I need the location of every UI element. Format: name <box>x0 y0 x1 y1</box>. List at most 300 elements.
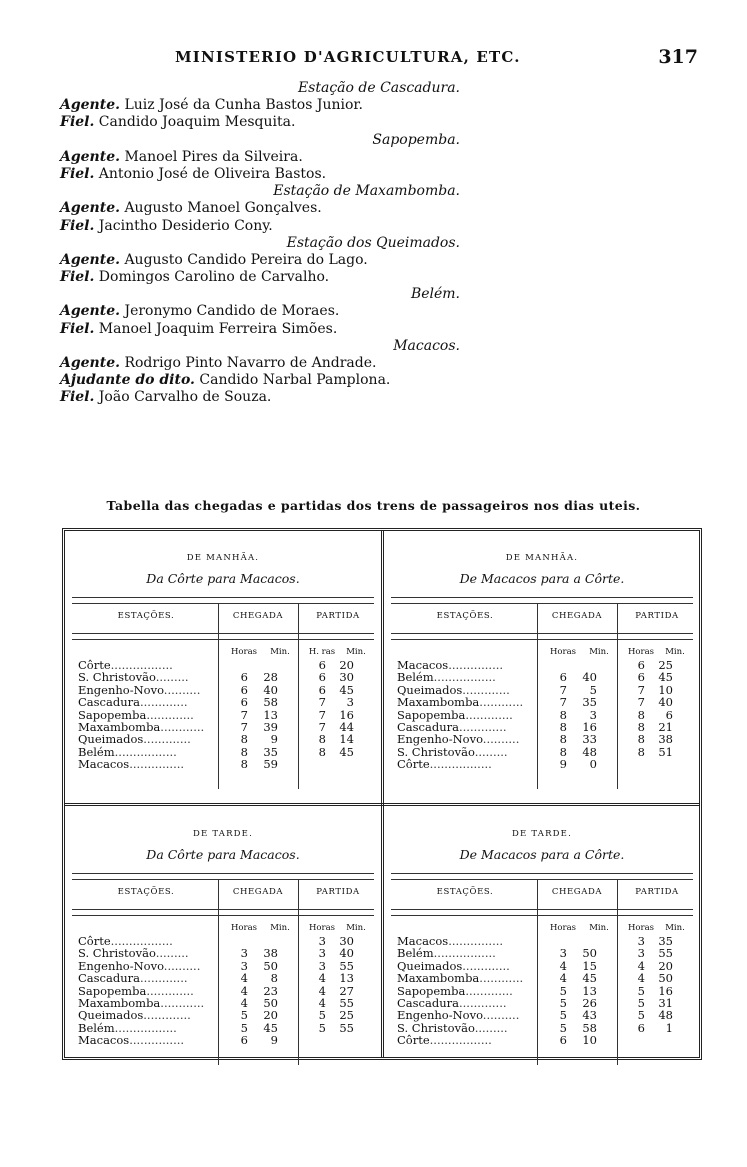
time-cell: 40 <box>263 682 278 697</box>
table-row <box>387 1034 697 1046</box>
leader-dots: ................. <box>433 946 496 961</box>
leader-dots: ............. <box>143 732 191 747</box>
rule <box>72 639 374 640</box>
leader-dots: ............. <box>462 958 510 973</box>
staff-role: Ajudante do dito. <box>60 372 195 389</box>
leader-dots: ............... <box>129 1033 185 1048</box>
station-label: Côrte <box>397 757 430 772</box>
time-cell: 8 <box>240 744 248 759</box>
station-name <box>78 758 184 770</box>
time-cell: 3 <box>637 946 645 961</box>
time-cell: 7 <box>240 719 248 734</box>
time-cell: 7 <box>559 682 567 697</box>
arrival-header: CHEGADA <box>232 611 284 621</box>
table-vertical-divider <box>381 531 384 1057</box>
time-cell: 6 <box>637 1020 645 1035</box>
arrival-minutes-subheader: Min. <box>270 647 290 657</box>
time-cell: 3 <box>240 946 248 961</box>
time-cell: 6 <box>318 670 326 685</box>
leader-dots: ............. <box>465 707 513 722</box>
time-cell: 5 <box>637 983 645 998</box>
time-cell: 8 <box>637 707 645 722</box>
time-cell: 13 <box>582 983 597 998</box>
station-label: Belém <box>78 1020 115 1035</box>
time-cell: 7 <box>637 695 645 710</box>
leader-dots: ......... <box>474 1020 508 1035</box>
time-cell: 25 <box>339 1008 354 1023</box>
staff-name: Jeronymo Candido de Moraes. <box>120 303 340 320</box>
table-caption: Tabella das chegadas e partidas dos trens de passageiros nos dias uteis. <box>106 498 641 513</box>
departure-header: PARTIDA <box>316 611 360 621</box>
staff-name: Rodrigo Pinto Navarro de Andrade. <box>120 355 377 371</box>
leader-dots: ............... <box>448 658 504 672</box>
rule <box>391 597 693 598</box>
time-cell: 5 <box>318 1020 326 1035</box>
station-label: Macacos <box>78 1033 130 1048</box>
station-label: Maxambomba <box>78 719 161 734</box>
time-cell: 55 <box>339 958 354 973</box>
leader-dots: .......... <box>163 958 201 973</box>
time-cell: 5 <box>637 1008 645 1023</box>
station-label: Queimados <box>397 682 463 697</box>
panel-subtitle: De Macacos para a Côrte. <box>459 571 625 586</box>
station-heading: Belém. <box>410 286 460 303</box>
time-cell: 3 <box>318 946 326 961</box>
time-cell: 23 <box>263 983 278 998</box>
arrival-minutes-subheader: Min. <box>589 647 609 657</box>
time-cell: 5 <box>559 995 567 1010</box>
staff-list <box>60 80 480 407</box>
time-cell: 58 <box>582 1020 597 1035</box>
time-cell: 55 <box>658 946 673 961</box>
time-cell: 6 <box>637 658 645 672</box>
arrival-header: CHEGADA <box>551 611 603 621</box>
time-cell: 6 <box>240 1033 248 1048</box>
arrival-minutes-subheader: Min. <box>589 923 609 933</box>
leader-dots: ................. <box>429 1033 492 1048</box>
staff-role: Agente. <box>60 97 120 114</box>
departure-hours-subheader: H. ras <box>308 647 336 657</box>
time-cell: 44 <box>339 719 354 734</box>
departure-minutes-subheader: Min. <box>346 647 366 657</box>
time-cell: 16 <box>582 719 597 734</box>
station-label: Côrte <box>78 658 111 672</box>
time-cell: 14 <box>339 732 354 747</box>
time-cell: 8 <box>240 757 248 772</box>
time-cell: 20 <box>339 658 354 672</box>
staff-entry <box>60 269 480 286</box>
rule <box>72 879 374 880</box>
time-cell: 5 <box>559 1008 567 1023</box>
time-cell: 8 <box>559 732 567 747</box>
time-cell: 35 <box>263 744 278 759</box>
station-heading: Macacos. <box>393 337 460 354</box>
rule <box>391 909 693 910</box>
staff-name: Luiz José da Cunha Bastos Junior. <box>120 97 364 114</box>
time-cell: 20 <box>658 958 673 973</box>
station-label: Engenho-Novo <box>397 732 483 747</box>
rule <box>391 873 693 874</box>
leader-dots: ............. <box>458 719 507 734</box>
station-label: Cascadura <box>397 719 459 734</box>
leader-dots: ................. <box>110 934 173 948</box>
leader-dots: .......... <box>163 682 201 697</box>
time-cell: 6 <box>240 695 248 710</box>
leader-dots: ......... <box>155 670 189 685</box>
time-cell: 27 <box>339 983 354 998</box>
rule <box>391 633 693 634</box>
time-cell: 8 <box>637 719 645 734</box>
time-cell: 4 <box>637 971 645 986</box>
time-cell: 7 <box>637 682 645 697</box>
leader-dots: .......... <box>482 732 520 747</box>
time-cell: 59 <box>263 757 278 772</box>
arrival-hours-subheader: Horas <box>549 923 577 933</box>
rule <box>72 597 374 598</box>
station-label: Belém <box>397 670 434 685</box>
time-cell: 50 <box>582 946 597 961</box>
rule <box>391 603 693 604</box>
time-cell: 7 <box>240 707 248 722</box>
schedule-rows <box>68 659 378 771</box>
station-label: Maxambomba <box>78 995 161 1010</box>
schedule-rows <box>387 935 697 1047</box>
station-label: Queimados <box>397 958 463 973</box>
leader-dots: ............. <box>146 707 194 722</box>
leader-dots: ............. <box>465 983 513 998</box>
leader-dots: ............. <box>458 995 507 1010</box>
time-cell: 8 <box>240 732 248 747</box>
station-label: Cascadura <box>78 971 140 986</box>
time-cell: 30 <box>339 670 354 685</box>
leader-dots: ............. <box>139 971 188 986</box>
station-heading: Estação de Cascadura. <box>297 80 460 96</box>
time-cell: 39 <box>263 719 278 734</box>
staff-entry <box>60 149 480 166</box>
table-row <box>68 1034 378 1046</box>
time-cell: 13 <box>263 707 278 722</box>
time-cell: 9 <box>559 757 567 772</box>
time-cell: 8 <box>559 744 567 759</box>
rule <box>72 633 374 634</box>
staff-role: Fiel. <box>60 320 95 337</box>
leader-dots: ............ <box>479 971 524 986</box>
time-cell: 5 <box>240 1008 248 1023</box>
rule <box>72 909 374 910</box>
arrival-hours-subheader: Horas <box>230 647 258 657</box>
time-cell: 4 <box>240 995 248 1010</box>
staff-name: Candido Narbal Pamplona. <box>194 372 391 389</box>
time-cell: 3 <box>559 946 567 961</box>
departure-hours-subheader: Horas <box>627 647 655 657</box>
staff-name: Jacintho Desiderio Cony. <box>94 217 273 234</box>
staff-entry <box>60 303 480 320</box>
station-label: Macacos <box>78 757 130 772</box>
time-cell: 7 <box>559 695 567 710</box>
staff-entry <box>60 166 480 183</box>
panel-title: DE TARDE. <box>512 829 572 839</box>
time-cell: 48 <box>658 1008 673 1023</box>
staff-entry <box>60 97 480 114</box>
rule <box>391 639 693 640</box>
station-label: Queimados <box>78 732 144 747</box>
leader-dots: ................. <box>429 757 492 772</box>
time-cell: 3 <box>318 958 326 973</box>
staff-role: Fiel. <box>60 165 95 182</box>
leader-dots: ............ <box>160 995 205 1010</box>
station-label: Sapopemba <box>397 707 466 722</box>
time-cell: 33 <box>582 732 597 747</box>
leader-dots: ............. <box>146 983 194 998</box>
station-label: Cascadura <box>397 995 459 1010</box>
leader-dots: ......... <box>155 946 189 961</box>
staff-entry <box>60 355 480 372</box>
arrival-hours-subheader: Horas <box>549 647 577 657</box>
schedule-rows <box>387 659 697 771</box>
leader-dots: .......... <box>482 1008 520 1023</box>
staff-role: Fiel. <box>60 217 95 234</box>
time-cell: 13 <box>339 971 354 986</box>
time-cell: 3 <box>240 958 248 973</box>
leader-dots: ................. <box>433 670 496 685</box>
station-label: Côrte <box>78 934 111 948</box>
time-cell: 6 <box>665 707 673 722</box>
staff-role: Fiel. <box>60 389 95 406</box>
time-cell: 28 <box>263 670 278 685</box>
departure-header: PARTIDA <box>635 887 679 897</box>
station-label: Côrte <box>397 1033 430 1048</box>
time-cell: 4 <box>240 983 248 998</box>
leader-dots: ................. <box>114 1020 177 1035</box>
staff-role: Agente. <box>60 303 120 320</box>
schedule-panel <box>387 531 697 791</box>
panel-title: DE TARDE. <box>193 829 253 839</box>
time-cell: 5 <box>318 1008 326 1023</box>
time-cell: 21 <box>658 719 673 734</box>
station-name <box>397 1034 492 1046</box>
time-cell: 4 <box>559 958 567 973</box>
time-cell: 3 <box>318 934 326 948</box>
time-cell: 40 <box>658 695 673 710</box>
time-cell: 5 <box>240 1020 248 1035</box>
station-label: Engenho-Novo <box>397 1008 483 1023</box>
time-cell: 3 <box>637 934 645 948</box>
arrival-minutes-subheader: Min. <box>270 923 290 933</box>
time-cell: 30 <box>339 934 354 948</box>
time-cell: 9 <box>270 732 278 747</box>
departure-header: PARTIDA <box>635 611 679 621</box>
staff-entry <box>60 200 480 217</box>
departure-minutes-subheader: Min. <box>665 923 685 933</box>
station-label: S. Christovão <box>78 670 156 685</box>
time-cell: 8 <box>637 732 645 747</box>
time-cell: 45 <box>263 1020 278 1035</box>
station-label: Queimados <box>78 1008 144 1023</box>
page-header <box>60 48 710 70</box>
staff-role: Agente. <box>60 148 120 165</box>
leader-dots: ............... <box>129 757 185 772</box>
staff-name: Candido Joaquim Mesquita. <box>94 114 296 131</box>
time-cell: 16 <box>658 983 673 998</box>
time-cell: 4 <box>240 971 248 986</box>
time-cell: 4 <box>637 958 645 973</box>
time-cell: 38 <box>263 946 278 961</box>
station-heading: Estação de Maxambomba. <box>273 183 460 200</box>
time-cell: 6 <box>637 670 645 685</box>
station-label: Sapopemba <box>78 707 147 722</box>
time-cell: 50 <box>263 995 278 1010</box>
time-cell: 15 <box>582 958 597 973</box>
staff-entry <box>60 218 480 235</box>
leader-dots: ............ <box>479 695 524 710</box>
staff-entry <box>60 389 480 406</box>
station-label: Engenho-Novo <box>78 682 164 697</box>
arrival-header: CHEGADA <box>232 887 284 897</box>
time-cell: 6 <box>318 658 326 672</box>
time-cell: 7 <box>318 695 326 710</box>
rule <box>391 915 693 916</box>
rule <box>391 879 693 880</box>
station-label: Macacos <box>397 934 449 948</box>
departure-minutes-subheader: Min. <box>665 647 685 657</box>
station-heading: Sapopemba. <box>372 131 460 148</box>
station-name <box>78 1034 184 1046</box>
time-cell: 35 <box>582 695 597 710</box>
time-cell: 6 <box>240 670 248 685</box>
time-cell: 4 <box>318 995 326 1010</box>
time-cell: 51 <box>658 744 673 759</box>
staff-role: Agente. <box>60 251 120 268</box>
staff-name: Augusto Candido Pereira do Lago. <box>120 251 368 268</box>
station-label: Sapopemba <box>78 983 147 998</box>
station-label: Sapopemba <box>397 983 466 998</box>
station-label: Belém <box>397 946 434 961</box>
leader-dots: ............. <box>139 695 188 710</box>
station-heading: Estação dos Queimados. <box>286 234 460 251</box>
departure-minutes-subheader: Min. <box>346 923 366 933</box>
timetable <box>62 528 702 1060</box>
time-cell: 5 <box>559 1020 567 1035</box>
time-cell: 5 <box>559 983 567 998</box>
staff-name: Manoel Joaquim Ferreira Simões. <box>94 320 338 337</box>
staff-role: Fiel. <box>60 114 95 131</box>
time-cell: 38 <box>658 732 673 747</box>
time-cell: 8 <box>637 744 645 759</box>
leader-dots: ............. <box>143 1008 191 1023</box>
time-cell: 26 <box>582 995 597 1010</box>
time-cell: 43 <box>582 1008 597 1023</box>
staff-role: Agente. <box>60 200 120 217</box>
time-cell: 8 <box>318 732 326 747</box>
staff-entry <box>60 321 480 338</box>
staff-entry <box>60 252 480 269</box>
departure-hours-subheader: Horas <box>308 923 336 933</box>
time-cell: 58 <box>263 695 278 710</box>
station-name <box>397 758 492 770</box>
time-cell: 16 <box>339 707 354 722</box>
time-cell: 6 <box>318 682 326 697</box>
leader-dots: ................. <box>110 658 173 672</box>
schedule-panel <box>68 531 378 791</box>
time-cell: 45 <box>339 744 354 759</box>
table-row <box>387 758 697 770</box>
stations-header: ESTAÇÕES. <box>436 887 494 897</box>
time-cell: 35 <box>658 934 673 948</box>
time-cell: 48 <box>582 744 597 759</box>
time-cell: 3 <box>589 707 597 722</box>
station-label: S. Christovão <box>397 1020 475 1035</box>
time-cell: 31 <box>658 995 673 1010</box>
time-cell: 50 <box>658 971 673 986</box>
rule <box>72 915 374 916</box>
time-cell: 4 <box>318 971 326 986</box>
time-cell: 8 <box>318 744 326 759</box>
time-cell: 40 <box>339 946 354 961</box>
arrival-hours-subheader: Horas <box>230 923 258 933</box>
running-title: MINISTERIO D'AGRICULTURA, ETC. <box>175 48 521 66</box>
time-cell: 7 <box>318 719 326 734</box>
time-cell: 50 <box>263 958 278 973</box>
table-horizontal-divider <box>65 803 699 806</box>
staff-name: João Carvalho de Souza. <box>94 389 272 406</box>
time-cell: 4 <box>559 971 567 986</box>
time-cell: 7 <box>318 707 326 722</box>
stations-header: ESTAÇÕES. <box>117 887 175 897</box>
leader-dots: ............ <box>160 719 205 734</box>
time-cell: 1 <box>665 1020 673 1035</box>
time-cell: 25 <box>658 658 673 672</box>
time-cell: 45 <box>339 682 354 697</box>
time-cell: 9 <box>270 1033 278 1048</box>
table-row <box>68 758 378 770</box>
time-cell: 6 <box>559 670 567 685</box>
staff-name: Antonio José de Oliveira Bastos. <box>94 165 327 182</box>
leader-dots: ................. <box>114 744 177 759</box>
time-cell: 55 <box>339 995 354 1010</box>
stations-header: ESTAÇÕES. <box>117 611 175 621</box>
rule <box>72 873 374 874</box>
rule <box>72 603 374 604</box>
stations-header: ESTAÇÕES. <box>436 611 494 621</box>
arrival-header: CHEGADA <box>551 887 603 897</box>
leader-dots: ............. <box>462 682 510 697</box>
time-cell: 10 <box>658 682 673 697</box>
panel-subtitle: De Macacos para a Côrte. <box>459 847 625 862</box>
page-number: 317 <box>658 46 698 68</box>
station-label: Cascadura <box>78 695 140 710</box>
panel-title: DE MANHÃA. <box>505 553 579 563</box>
staff-role: Agente. <box>60 355 120 371</box>
schedule-panel <box>68 807 378 1067</box>
time-cell: 5 <box>589 682 597 697</box>
leader-dots: ............... <box>448 934 504 948</box>
time-cell: 3 <box>346 695 354 710</box>
staff-role: Fiel. <box>60 269 95 286</box>
station-label: S. Christovão <box>397 744 475 759</box>
time-cell: 8 <box>270 971 278 986</box>
time-cell: 20 <box>263 1008 278 1023</box>
staff-entry <box>60 372 480 389</box>
time-cell: 6 <box>240 682 248 697</box>
staff-name: Manoel Pires da Silveira. <box>120 148 303 165</box>
station-label: Maxambomba <box>397 695 480 710</box>
staff-entry <box>60 114 480 131</box>
leader-dots: ......... <box>474 744 508 759</box>
time-cell: 45 <box>658 670 673 685</box>
time-cell: 4 <box>318 983 326 998</box>
departure-header: PARTIDA <box>316 887 360 897</box>
time-cell: 55 <box>339 1020 354 1035</box>
